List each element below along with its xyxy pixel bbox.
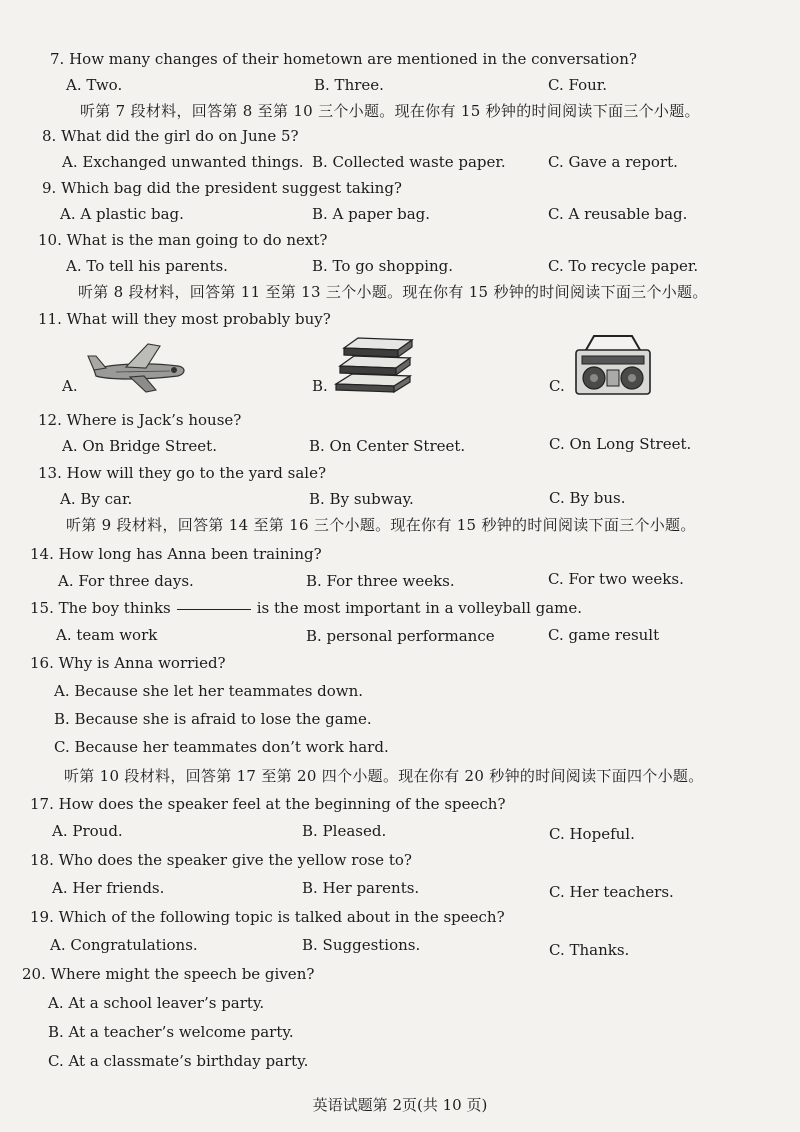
question-19-option-a: A. Congratulations. <box>50 936 198 954</box>
question-16-option-a: A. Because she let her teammates down. <box>54 682 364 700</box>
question-9-option-c: C. A reusable bag. <box>548 205 688 223</box>
question-17-stem: 17. How does the speaker feel at the beginning of the speech? <box>30 795 506 813</box>
question-16-option-c: C. Because her teammates don’t work hard. <box>54 738 389 756</box>
question-11-option-a: A. <box>62 377 78 395</box>
question-13-option-a: A. By car. <box>60 490 133 508</box>
question-17-option-a: A. Proud. <box>52 822 123 840</box>
question-15-option-c: C. game result <box>548 626 660 644</box>
question-14-option-a: A. For three days. <box>58 572 194 590</box>
question-10-stem: 10. What is the man going to do next? <box>38 231 328 249</box>
question-9-option-b: B. A paper bag. <box>312 205 431 223</box>
question-12-option-c: C. On Long Street. <box>549 435 692 453</box>
question-11-option-b: B. <box>312 377 328 395</box>
question-7-option-a: A. Two. <box>66 76 123 94</box>
question-20-option-c: C. At a classmate’s birthday party. <box>48 1052 309 1070</box>
radio-image <box>572 332 654 402</box>
airplane-toy-image <box>86 340 190 398</box>
question-16-stem: 16. Why is Anna worried? <box>30 654 226 672</box>
instruction-section-9: 听第 9 段材料，回答第 14 至第 16 三个小题。现在你有 15 秒钟的时间阅读下面三个小题。 <box>66 516 696 534</box>
question-19-stem: 19. Which of the following topic is talked about in the speech? <box>30 908 505 926</box>
question-15-option-b: B. personal performance <box>306 627 495 645</box>
question-8-option-c: C. Gave a report. <box>548 153 678 171</box>
question-20-option-b: B. At a teacher’s welcome party. <box>48 1023 294 1041</box>
question-15-stem-end: is the most important in a volleyball game. <box>256 599 583 617</box>
question-12-option-b: B. On Center Street. <box>309 437 466 455</box>
question-8-option-a: A. Exchanged unwanted things. <box>62 153 304 171</box>
instruction-section-8: 听第 8 段材料，回答第 11 至第 13 三个小题。现在你有 15 秒钟的时间阅读下面三个小题。 <box>78 283 708 301</box>
question-17-option-c: C. Hopeful. <box>549 825 635 843</box>
question-13-option-c: C. By bus. <box>549 489 626 507</box>
question-9-stem: 9. Which bag did the president suggest taking? <box>42 179 402 197</box>
question-12-stem: 12. Where is Jack’s house? <box>38 411 242 429</box>
question-19-option-c: C. Thanks. <box>549 941 630 959</box>
question-8-stem: 8. What did the girl do on June 5? <box>42 127 299 145</box>
question-13-stem: 13. How will they go to the yard sale? <box>38 464 327 482</box>
question-13-option-b: B. By subway. <box>309 490 414 508</box>
question-15-stem <box>30 598 582 618</box>
question-10-option-b: B. To go shopping. <box>312 257 454 275</box>
question-11-stem: 11. What will they most probably buy? <box>38 310 331 328</box>
question-15-stem-start: 15. The boy thinks <box>30 599 171 617</box>
question-18-option-c: C. Her teachers. <box>549 883 674 901</box>
instruction-section-7: 听第 7 段材料，回答第 8 至第 10 三个小题。现在你有 15 秒钟的时间阅读下面三个小题。 <box>80 102 700 120</box>
question-14-option-c: C. For two weeks. <box>548 570 684 588</box>
question-14-option-b: B. For three weeks. <box>306 572 455 590</box>
question-18-option-a: A. Her friends. <box>52 879 165 897</box>
question-17-option-b: B. Pleased. <box>302 822 387 840</box>
question-9-option-a: A. A plastic bag. <box>60 205 184 223</box>
books-image <box>332 336 414 398</box>
question-8-option-b: B. Collected waste paper. <box>312 153 506 171</box>
question-15-option-a: A. team work <box>56 626 158 644</box>
question-10-option-c: C. To recycle paper. <box>548 257 699 275</box>
question-20-option-a: A. At a school leaver’s party. <box>48 994 265 1012</box>
question-19-option-b: B. Suggestions. <box>302 936 421 954</box>
instruction-section-10: 听第 10 段材料，回答第 17 至第 20 四个小题。现在你有 20 秒钟的时间阅读下面四个小题。 <box>64 767 704 785</box>
question-18-stem: 18. Who does the speaker give the yellow rose to? <box>30 851 412 869</box>
question-7-option-c: C. Four. <box>548 76 608 94</box>
question-12-option-a: A. On Bridge Street. <box>62 437 217 455</box>
question-16-option-b: B. Because she is afraid to lose the game. <box>54 710 372 728</box>
question-10-option-a: A. To tell his parents. <box>66 257 228 275</box>
question-18-option-b: B. Her parents. <box>302 879 420 897</box>
question-14-stem: 14. How long has Anna been training? <box>30 545 322 563</box>
question-7-stem: 7. How many changes of their hometown are mentioned in the conversation? <box>50 50 637 68</box>
question-7-option-b: B. Three. <box>314 76 384 94</box>
answer-blank <box>177 609 251 610</box>
page-footer: 英语试题第 2页(共 10 页) <box>312 1096 488 1114</box>
question-20-stem: 20. Where might the speech be given? <box>22 965 315 983</box>
question-11-option-c: C. <box>549 377 565 395</box>
